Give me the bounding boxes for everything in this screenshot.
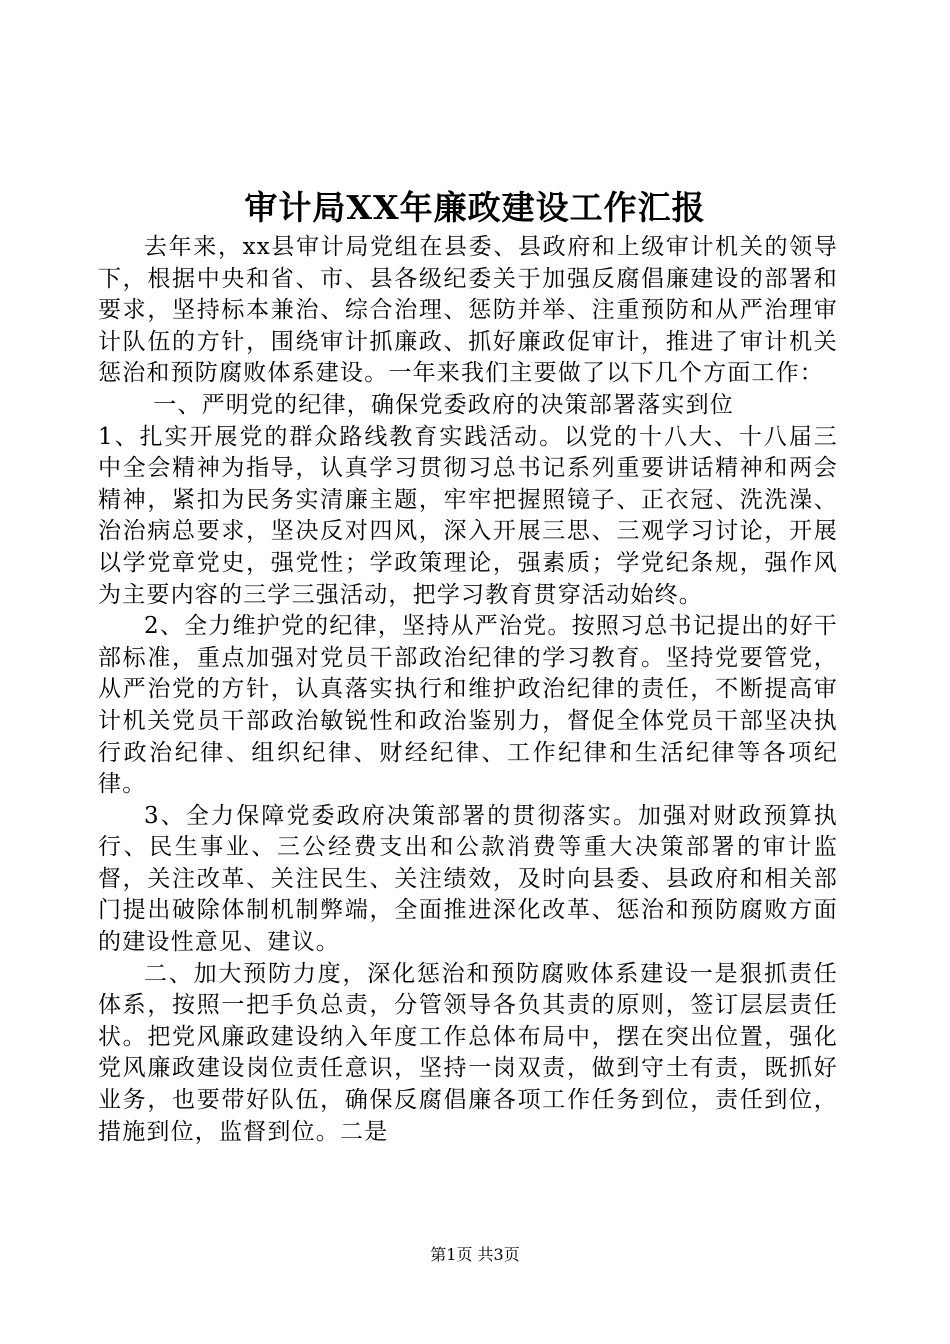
page-number-footer: 第1页 共3页 — [430, 1245, 520, 1264]
paragraph-item-1: 1、扎实开展党的群众路线教育实践活动。以党的十八大、十八届三中全会精神为指导，认真学习贯彻习总书记系列重要讲话精神和两会精神，紧扣为民务实清廉主题，牢牢把握照镜子、正衣冠、洗洗澡、治治病总要求，坚决反对四风，深入开展三思、三观学习讨论，开展以学党章党史，强党性；学政策理论，强素质；学党纪条规，强作风为主要内容的三学三强活动，把学习教育贯穿活动始终。 — [98, 423, 838, 608]
document-title: 审计局XX年廉政建设工作汇报 — [244, 188, 706, 227]
document-body — [98, 232, 838, 1148]
section-heading-2-paragraph: 二、加大预防力度，深化惩治和预防腐败体系建设一是狠抓责任体系，按照一把手负总责，分管领导各负其责的原则，签订层层责任状。把党风廉政建设纳入年度工作总体布局中，摆在突出位置，强化党风廉政建设岗位责任意识，坚持一岗双责，做到守土有责，既抓好业务，也要带好队伍，确保反腐倡廉各项工作任务到位，责任到位，措施到位，监督到位。二是 — [98, 960, 838, 1145]
paragraph-intro: 去年来，xx县审计局党组在县委、县政府和上级审计机关的领导下，根据中央和省、市、县各级纪委关于加强反腐倡廉建设的部署和要求，坚持标本兼治、综合治理、惩防并举、注重预防和从严治理审计队伍的方针，围绕审计抓廉政、抓好廉政促审计，推进了审计机关惩治和预防腐败体系建设。一年来我们主要做了以下几个方面工作： — [98, 234, 838, 387]
paragraph-item-3: 3、全力保障党委政府决策部署的贯彻落实。加强对财政预算执行、民生事业、三公经费支出和公款消费等重大决策部署的审计监督，关注改革、关注民生、关注绩效，及时向县委、县政府和相关部门提出破除体制机制弊端，全面推进深化改革、惩治和预防腐败方面的建设性意见、建议。 — [98, 802, 838, 956]
section-heading-1: 一、严明党的纪律，确保党委政府的决策部署落实到位 — [153, 391, 734, 418]
paragraph-item-2: 2、全力维护党的纪律，坚持从严治党。按照习总书记提出的好干部标准，重点加强对党员干部政治纪律的学习教育。坚持党要管党，从严治党的方针，认真落实执行和维护政治纪律的责任，不断提高审计机关党员干部政治敏锐性和政治鉴别力，督促全体党员干部坚决执行政治纪律、组织纪律、财经纪律、工作纪律和生活纪律等各项纪律。 — [98, 613, 838, 798]
